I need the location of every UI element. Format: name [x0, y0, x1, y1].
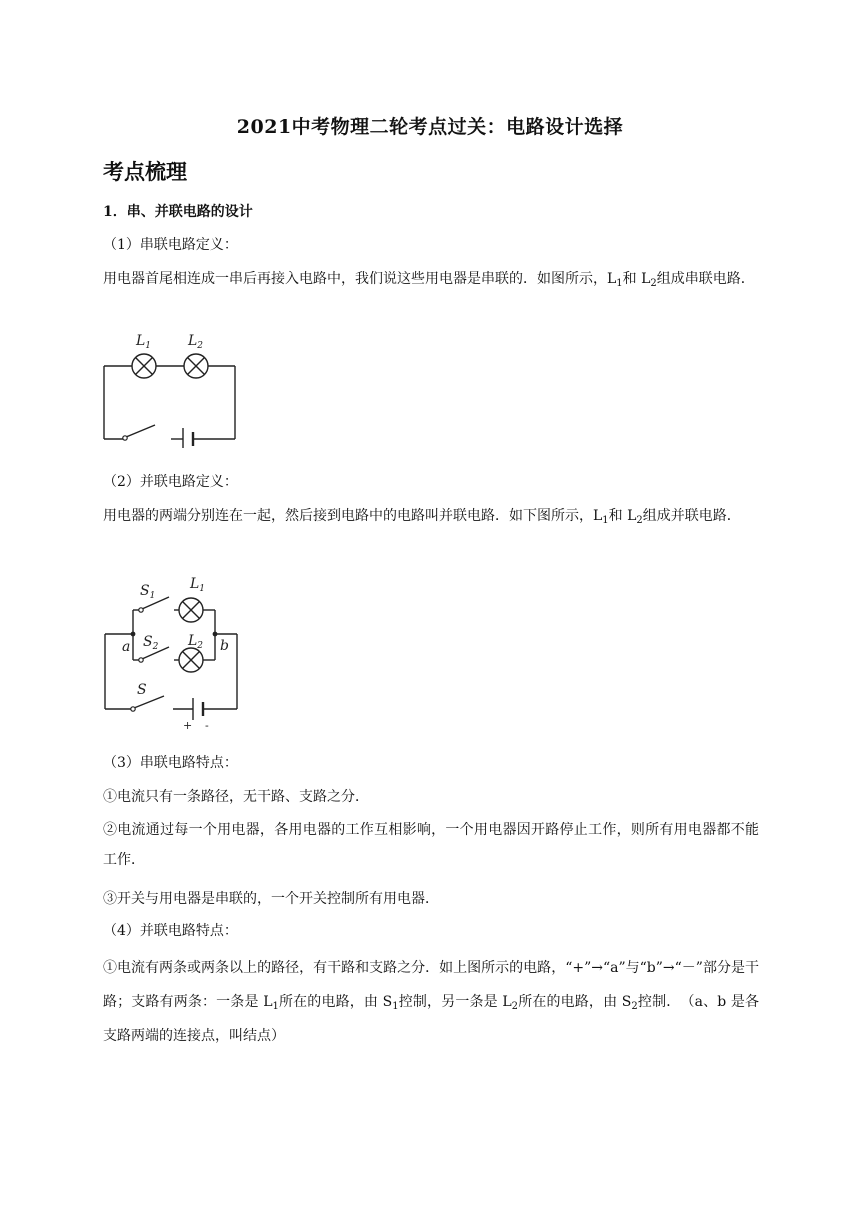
lamp-l1-icon	[179, 598, 203, 622]
label-l1: $L_1$	[136, 333, 152, 351]
document-title: 2021中考物理二轮考点过关：电路设计选择	[236, 116, 624, 138]
lamp-l1-icon	[132, 354, 156, 378]
label-s1: $S_1$	[140, 583, 156, 601]
label-minus: -	[205, 719, 209, 730]
switch-s-pivot-icon	[131, 707, 135, 711]
parallel-definition-heading: （2）并联电路定义：	[103, 474, 238, 490]
label-s2: $S_2$	[143, 634, 159, 652]
switch-s1-pivot-icon	[139, 608, 143, 612]
series-features-heading: （3）串联电路特点：	[103, 755, 238, 771]
lamp-l2-icon	[179, 648, 203, 672]
section-heading: 考点梳理	[103, 159, 187, 184]
label-s: S	[137, 682, 147, 698]
parallel-feature-item: ①电流有两条或两条以上的路径，有干路和支路之分．如上图所示的电路，“+”→“a”与“b”→“－”部分是干路；支路有两条：一条是 $L_1$所在的电路，由 $S_1$控制，另一条是 $L_2$所在的电路，由 $S_2$控制． （a、b 是各支路两端的连接点，叫结点）	[103, 960, 759, 1044]
series-feature-item: ②电流通过每一个用电器，各用电器的工作互相影响，一个用电器因开路停止工作，则所有用电器都不能工作．	[103, 822, 759, 868]
node-b-dot-icon	[213, 632, 218, 637]
battery-icon	[183, 428, 193, 448]
series-definition-text: 用电器首尾相连成一串后再接入电路中，我们说这些用电器是串联的．如图所示，$L_1$和 $L_2$组成串联电路．	[103, 271, 755, 289]
node-a-dot-icon	[131, 632, 136, 637]
series-definition-heading: （1）串联电路定义：	[103, 237, 238, 253]
label-l2: $L_2$	[188, 633, 204, 651]
switch-pivot-icon	[123, 436, 127, 440]
subsection-heading: 1．串、并联电路的设计	[103, 204, 253, 220]
battery-icon	[193, 698, 203, 720]
switch-s2-pivot-icon	[139, 658, 143, 662]
label-node-b: b	[220, 638, 229, 654]
label-l2: $L_2$	[188, 333, 204, 351]
series-feature-item: ①电流只有一条路径，无干路、支路之分．	[103, 789, 369, 805]
parallel-features-heading: （4）并联电路特点：	[103, 923, 238, 939]
label-l1: $L_1$	[190, 576, 206, 594]
lamp-l2-icon	[184, 354, 208, 378]
series-feature-item: ③开关与用电器是串联的，一个开关控制所有用电器．	[103, 891, 439, 907]
parallel-circuit-diagram	[95, 570, 245, 730]
label-node-a: a	[122, 639, 131, 655]
parallel-definition-text: 用电器的两端分别连在一起，然后接到电路中的电路叫并联电路．如下图所示，$L_1$和 $L_2$组成并联电路．	[103, 508, 741, 526]
series-circuit-diagram	[95, 326, 245, 448]
label-plus: +	[183, 719, 193, 730]
